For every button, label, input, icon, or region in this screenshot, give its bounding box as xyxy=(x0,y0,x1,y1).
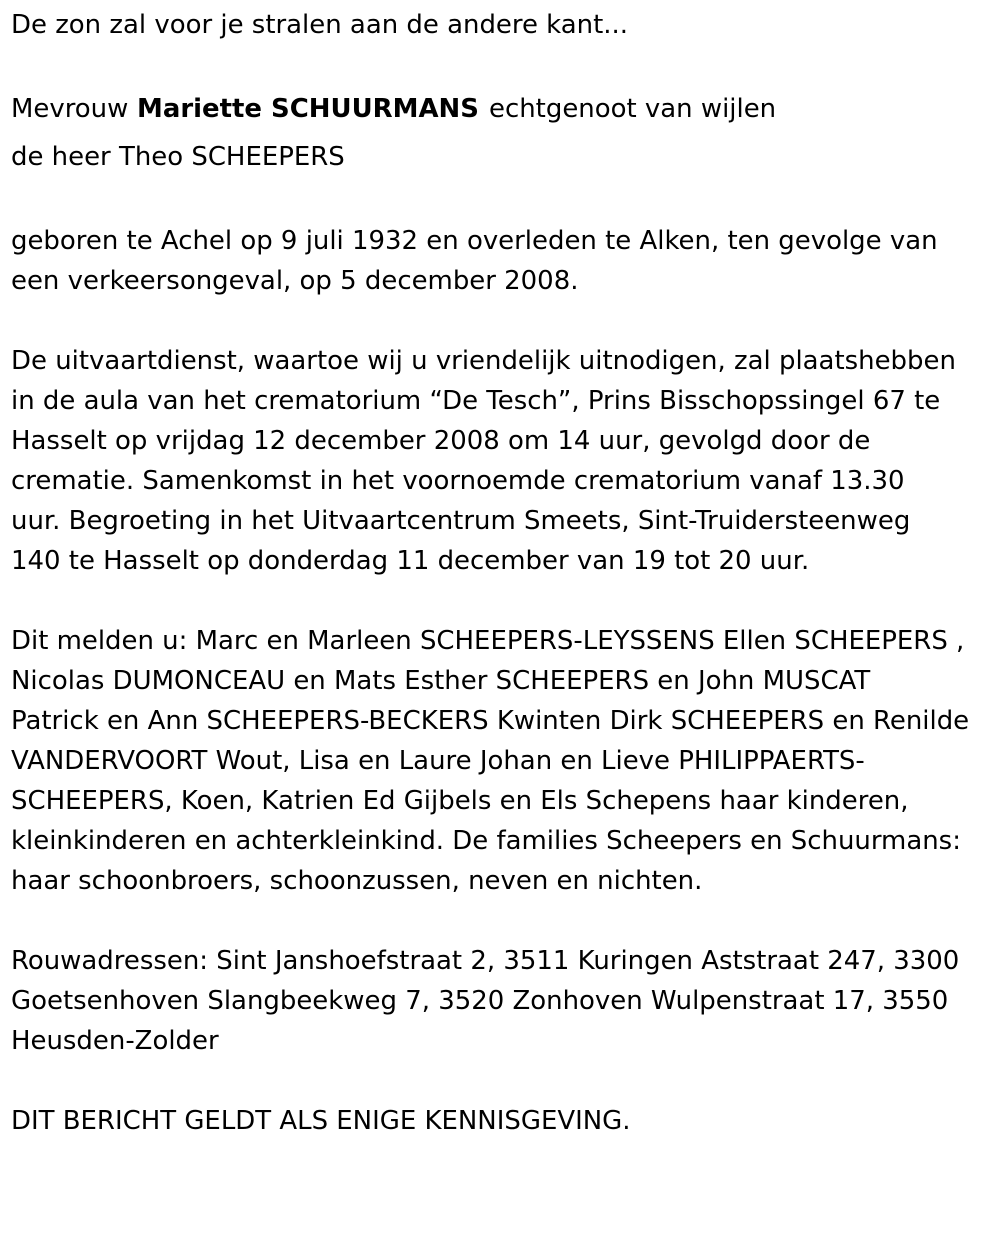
closing-notice: DIT BERICHT GELDT ALS ENIGE KENNISGEVING. xyxy=(11,1106,631,1136)
paragraph-line: Dit melden u: Marc en Marleen SCHEEPERS-LEYSSENS Ellen SCHEEPERS , xyxy=(11,626,965,656)
addresses-paragraph xyxy=(11,941,991,1061)
spacer xyxy=(11,901,991,941)
paragraph-line: Rouwadressen: Sint Janshoefstraat 2, 3511 Kuringen Aststraat 247, 3300 xyxy=(11,946,960,976)
paragraph-line: Patrick en Ann SCHEEPERS-BECKERS Kwinten Dirk SCHEEPERS en Renilde xyxy=(11,706,970,736)
paragraph-line: VANDERVOORT Wout, Lisa en Laure Johan en Lieve PHILIPPAERTS- xyxy=(11,746,865,776)
service-paragraph xyxy=(11,341,991,581)
paragraph-line: SCHEEPERS, Koen, Katrien Ed Gijbels en Els Schepens haar kinderen, xyxy=(11,786,909,816)
deceased-name: Mariette SCHUURMANS xyxy=(137,94,480,124)
birth-death-paragraph xyxy=(11,221,991,301)
relation-line: de heer Theo SCHEEPERS xyxy=(11,142,345,172)
paragraph-line: Goetsenhoven Slangbeekweg 7, 3520 Zonhoven Wulpenstraat 17, 3550 xyxy=(11,986,949,1016)
paragraph-line: Heusden-Zolder xyxy=(11,1026,219,1056)
spacer xyxy=(11,181,991,221)
paragraph-line: kleinkinderen en achterkleinkind. De families Scheepers en Schuurmans: xyxy=(11,826,961,856)
paragraph-line: haar schoonbroers, schoonzussen, neven en nichten. xyxy=(11,866,703,896)
family-paragraph xyxy=(11,621,991,901)
motto: De zon zal voor je stralen aan de andere kant... xyxy=(11,10,629,40)
obituary-notice xyxy=(11,5,991,1141)
spacer xyxy=(11,1061,991,1101)
paragraph-line: een verkeersongeval, op 5 december 2008. xyxy=(11,266,579,296)
relation-line: echtgenoot van wijlen xyxy=(488,94,776,124)
paragraph-line: Hasselt op vrijdag 12 december 2008 om 14 uur, gevolgd door de xyxy=(11,426,871,456)
paragraph-line: uur. Begroeting in het Uitvaartcentrum Smeets, Sint-Truidersteenweg xyxy=(11,506,911,536)
paragraph-line: 140 te Hasselt op donderdag 11 december van 19 tot 20 uur. xyxy=(11,546,810,576)
salutation: Mevrouw xyxy=(11,94,129,124)
paragraph-line: Nicolas DUMONCEAU en Mats Esther SCHEEPERS en John MUSCAT xyxy=(11,666,871,696)
paragraph-line: De uitvaartdienst, waartoe wij u vriendelijk uitnodigen, zal plaatshebben xyxy=(11,346,956,376)
spacer xyxy=(11,45,991,85)
paragraph-line: in de aula van het crematorium “De Tesch”, Prins Bisschopssingel 67 te xyxy=(11,386,941,416)
deceased-header xyxy=(11,85,991,181)
paragraph-line: crematie. Samenkomst in het voornoemde crematorium vanaf 13.30 xyxy=(11,466,905,496)
spacer xyxy=(11,581,991,621)
spacer xyxy=(11,301,991,341)
paragraph-line: geboren te Achel op 9 juli 1932 en overleden te Alken, ten gevolge van xyxy=(11,226,938,256)
